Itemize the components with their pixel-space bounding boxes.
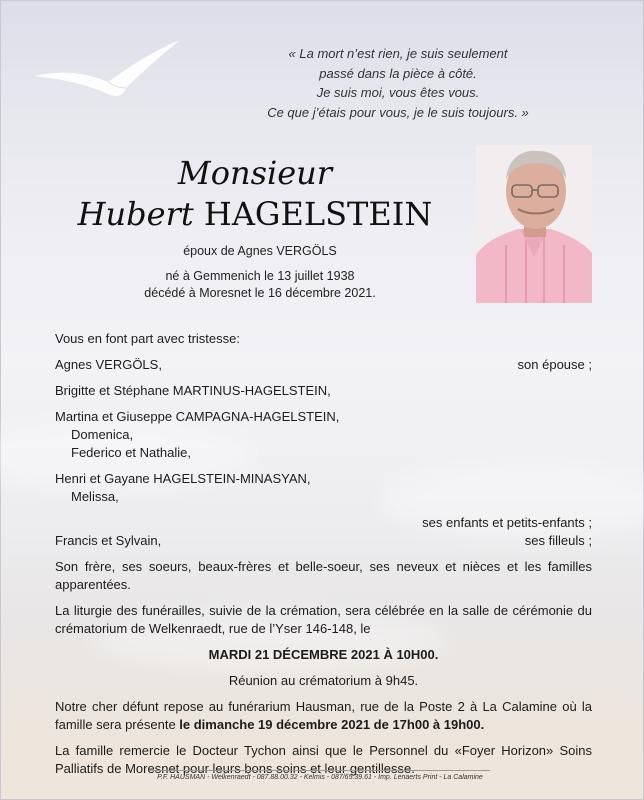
grandchild-name: Domenica,	[71, 427, 134, 442]
visitation-place: Notre cher défunt repose au funérarium Hausman, rue de la Poste 2 à La Calamine où la famille sera présente	[55, 699, 592, 732]
family-role: son épouse ;	[517, 357, 592, 372]
page-title	[60, 153, 450, 235]
first-name: Hubert	[77, 195, 194, 233]
title-name	[60, 193, 450, 235]
spouse-line: époux de Agnes VERGÖLS	[183, 244, 337, 258]
quote-line: « La mort n’est rien, je suis seulement	[288, 46, 508, 61]
visitation-date: le dimanche 19 décembre 2021 de 17h00 à 19h00.	[179, 717, 485, 732]
quote-line: passé dans la pièce à côté.	[319, 65, 477, 81]
family-name: Martina et Giuseppe CAMPAGNA-HAGELSTEIN,	[55, 409, 340, 424]
title-honorific: Monsieur	[177, 154, 333, 192]
family-row	[55, 356, 592, 374]
intro-text: Vous en font part avec tristesse:	[55, 331, 240, 346]
ceremony-date: MARDI 21 DÉCEMBRE 2021 À 10H00.	[208, 647, 439, 662]
grandchild-name: Federico et Nathalie,	[71, 445, 191, 460]
siblings-text: Son frère, ses soeurs, beaux-frères et belle-soeur, ses neveux et nièces et les familles apparentées.	[55, 559, 592, 592]
visitation-text	[55, 698, 592, 734]
thanks-text: La famille remercie le Docteur Tychon ainsi que le Personnel du «Foyer Horizon» Soins Palliatifs de Moresnet pour leurs bons soins et leur gentillesse.	[55, 743, 592, 776]
quote-line: Je suis moi, vous êtes vous.	[316, 85, 480, 100]
birth-line: né à Gemmenich le 13 juillet 1938	[165, 269, 355, 283]
family-name: Brigitte et Stéphane MARTINUS-HAGELSTEIN,	[55, 383, 331, 398]
family-role: ses enfants et petits-enfants ;	[422, 515, 592, 530]
footer-text: P.F. HAUSMAN - Welkenraedt - 087.88.00.32 - Kelmis - 087/65.39.61 - Imp. Lenaerts Print - La Calamine	[157, 774, 483, 781]
family-name: Agnes VERGÖLS,	[55, 357, 162, 372]
grandchild-name: Melissa,	[71, 489, 119, 504]
family-row	[55, 532, 592, 550]
family-name: Francis et Sylvain,	[55, 533, 162, 548]
seagull-image	[30, 36, 185, 106]
death-line: décédé à Moresnet le 16 décembre 2021.	[144, 286, 376, 300]
family-name: Henri et Gayane HAGELSTEIN-MINASYAN,	[55, 471, 311, 486]
announcement	[55, 330, 592, 778]
portrait-photo	[476, 145, 592, 303]
meeting-text: Réunion au crématorium à 9h45.	[228, 673, 419, 688]
liturgy-text: La liturgie des funérailles, suivie de la crémation, sera célébrée en la salle de cérémonie du crématorium de Welkenraedt, rue de l’Yser 146-148, le	[55, 603, 592, 636]
quote-line: Ce que j’étais pour vous, je le suis toujours. »	[267, 104, 529, 120]
quote	[230, 44, 566, 122]
bio	[130, 243, 390, 302]
footer-divider	[150, 770, 490, 771]
family-role: ses filleuls ;	[524, 533, 592, 548]
last-name: HAGELSTEIN	[203, 195, 433, 233]
